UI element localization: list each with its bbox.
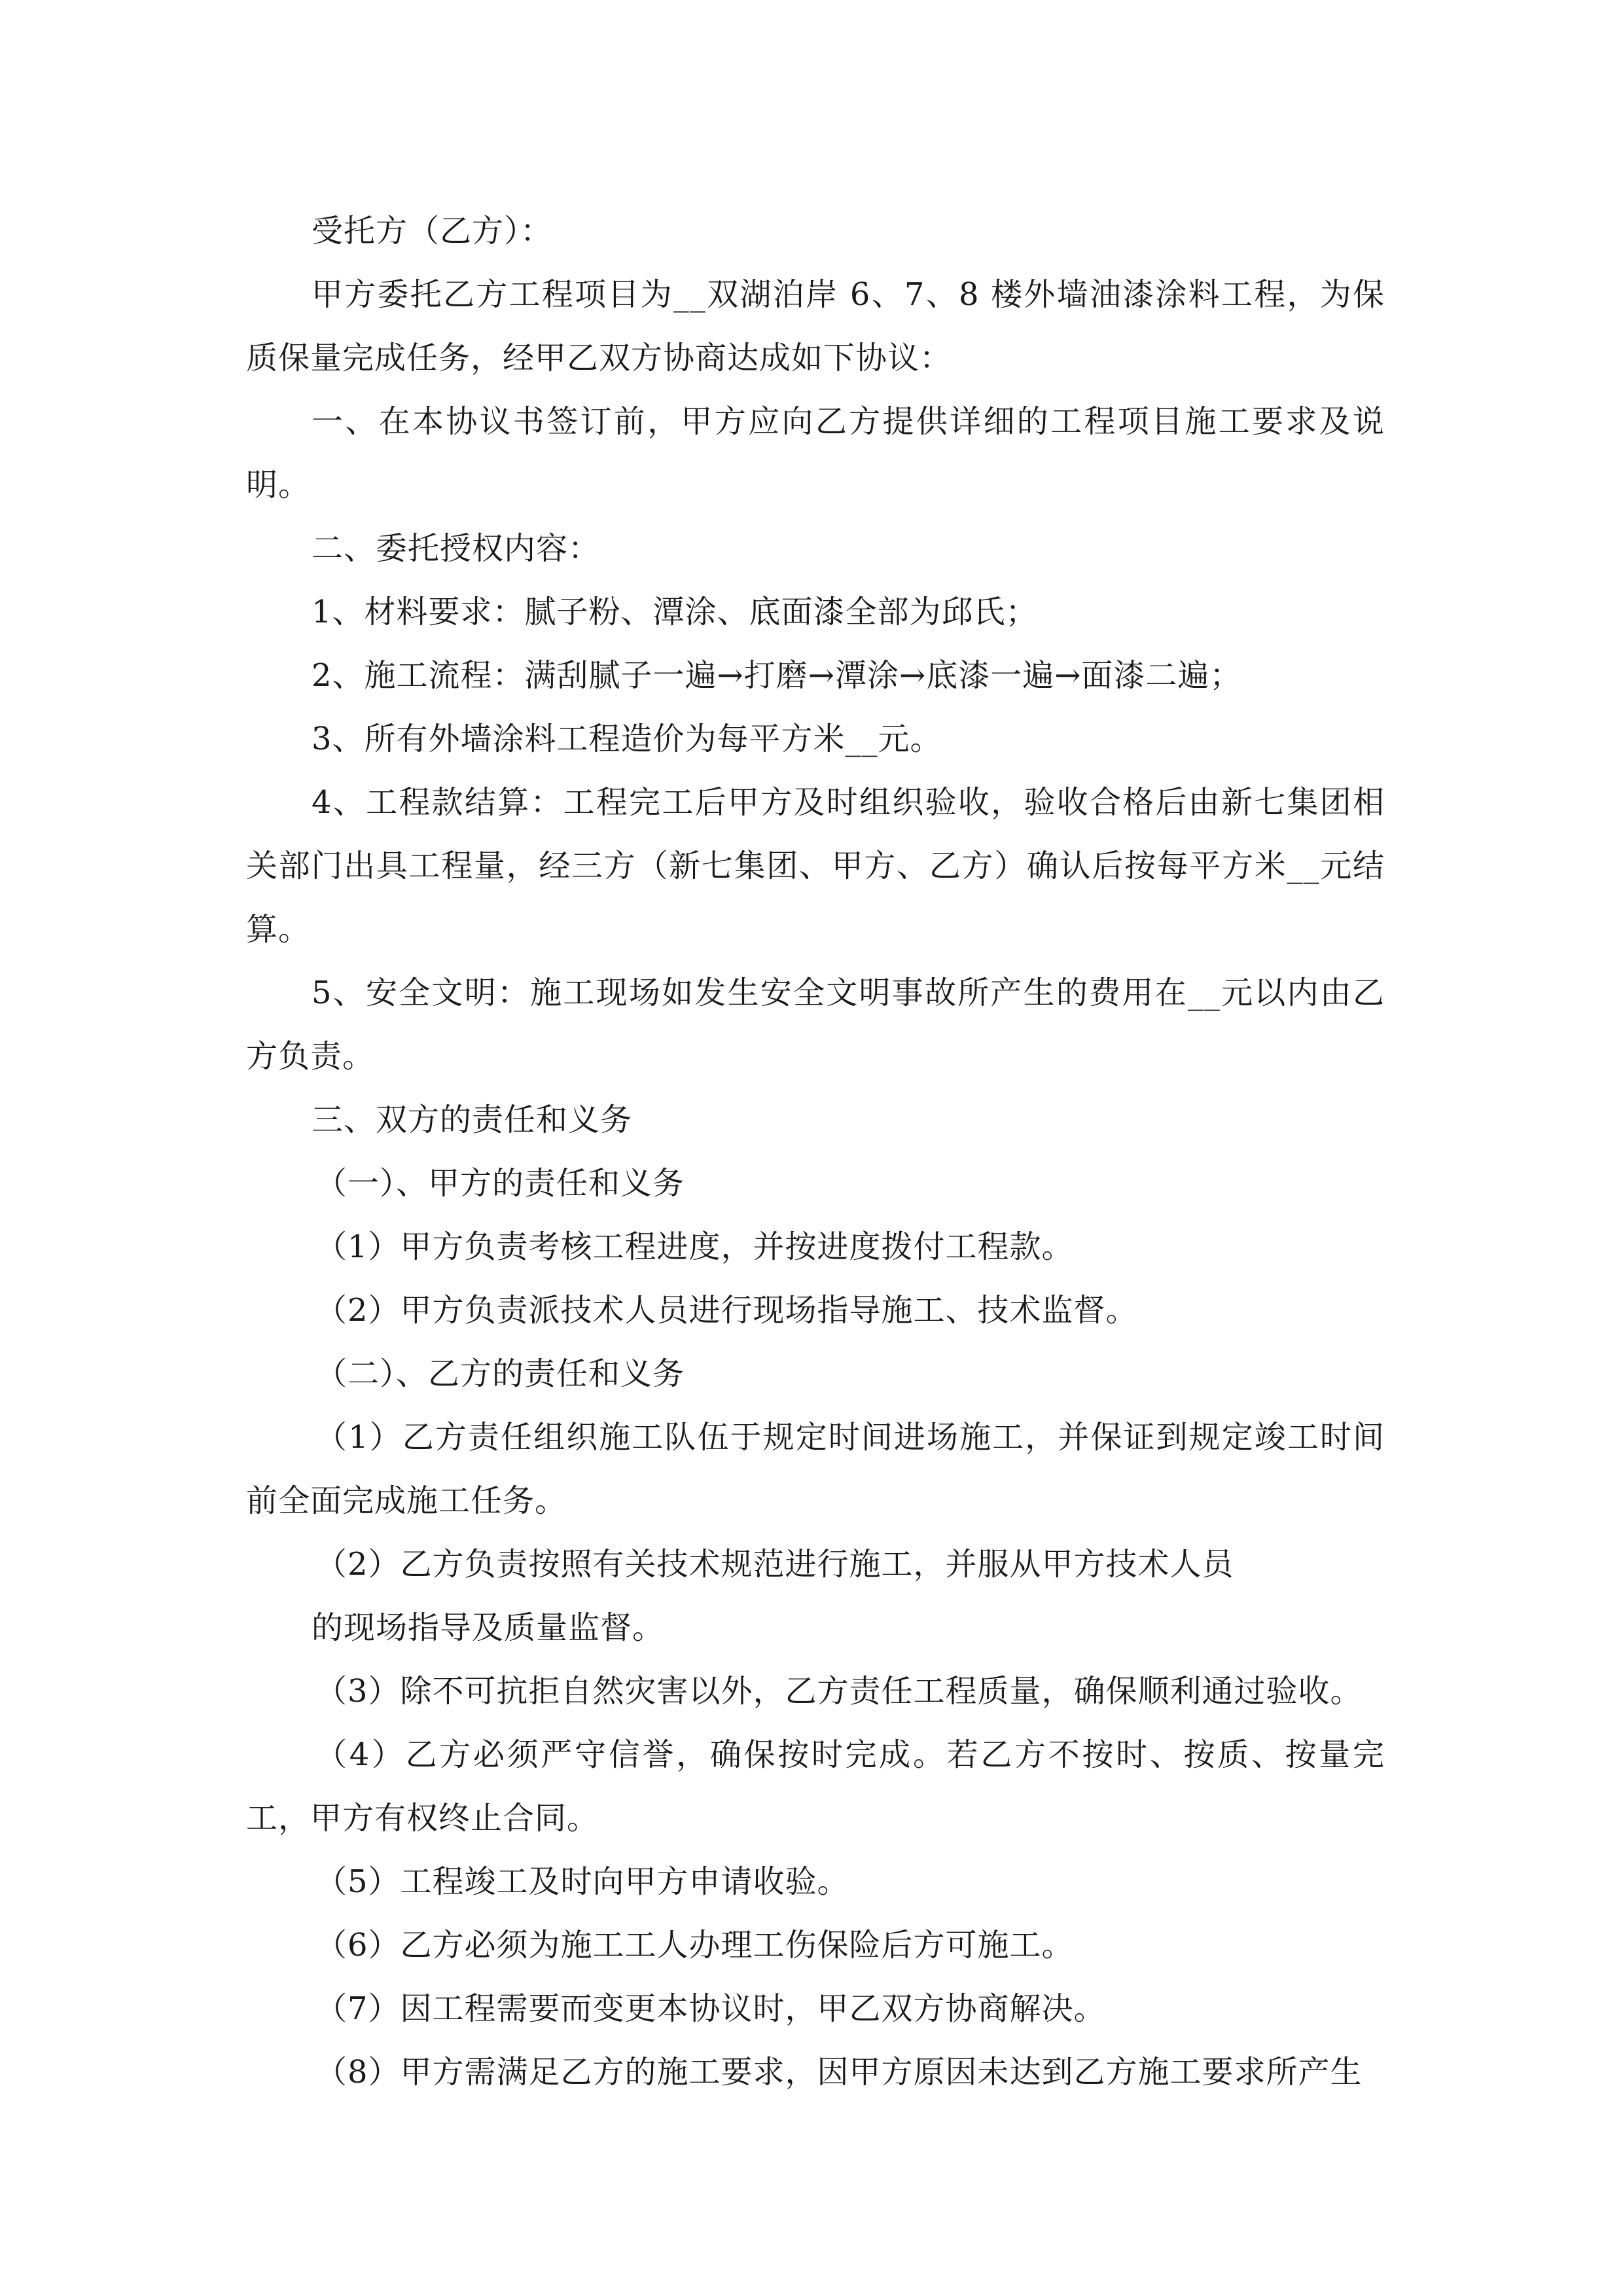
paragraph-settlement: 4、工程款结算：工程完工后甲方及时组织验收，验收合格后由新七集团相关部门出具工程量，经三方（新七集团、甲方、乙方）确认后按每平方米__元结算。 (246, 784, 1385, 948)
paragraph-construction-process: 2、施工流程：满刮腻子一遍→打磨→潭涂→底漆一遍→面漆二遍； (312, 657, 1242, 694)
contract-body (246, 200, 1385, 2104)
paragraph-clause-1: 一、在本协议书签订前，甲方应向乙方提供详细的工程项目施工要求及说明。 (246, 403, 1385, 503)
paragraph-unit-price: 3、所有外墙涂料工程造价为每平方米__元。 (312, 721, 942, 757)
paragraph-clause-3-heading: 三、双方的责任和义务 (312, 1102, 633, 1138)
paragraph-party-b-item-7: （7）因工程需要而变更本协议时，甲乙双方协商解决。 (315, 1990, 1106, 2027)
paragraph-entrusted-party: 受托方（乙方）： (312, 213, 553, 249)
paragraph-party-a-heading: （一）、甲方的责任和义务 (315, 1165, 685, 1202)
paragraph-party-b-item-8: （8）甲方需满足乙方的施工要求，因甲方原因未达到乙方施工要求所产生 (315, 2054, 1363, 2090)
paragraph-material-requirements: 1、材料要求：腻子粉、潭涂、底面漆全部为邱氏； (312, 594, 1038, 630)
paragraph-party-b-item-1: （1）乙方责任组织施工队伍于规定时间进场施工，并保证到规定竣工时间前全面完成施工任务。 (246, 1419, 1385, 1519)
paragraph-party-b-item-5: （5）工程竣工及时向甲方申请收验。 (315, 1863, 849, 1900)
paragraph-safety: 5、安全文明：施工现场如发生安全文明事故所产生的费用在__元以内由乙方负责。 (246, 975, 1385, 1075)
paragraph-party-b-item-2: （2）乙方负责按照有关技术规范进行施工，并服从甲方技术人员 (315, 1546, 1234, 1583)
paragraph-party-a-item-1: （1）甲方负责考核工程进度，并按进度拨付工程款。 (315, 1229, 1074, 1265)
paragraph-party-b-item-6: （6）乙方必须为施工工人办理工伤保险后方可施工。 (315, 1927, 1074, 1964)
paragraph-party-b-item-3: （3）除不可抗拒自然灾害以外，乙方责任工程质量，确保顺利通过验收。 (315, 1673, 1363, 1710)
paragraph-clause-2-heading: 二、委托授权内容： (312, 530, 601, 567)
paragraph-party-b-item-2-continued: 的现场指导及质量监督。 (312, 1609, 665, 1646)
paragraph-party-b-item-4: （4）乙方必须严守信誉，确保按时完成。若乙方不按时、按质、按量完工，甲方有权终止合同。 (246, 1736, 1385, 1837)
paragraph-project-intro: 甲方委托乙方工程项目为__双湖泊岸 6、7、8 楼外墙油漆涂料工程，为保质保量完成任务，经甲乙双方协商达成如下协议： (246, 276, 1385, 376)
paragraph-party-a-item-2: （2）甲方负责派技术人员进行现场指导施工、技术监督。 (315, 1292, 1138, 1329)
paragraph-party-b-heading: （二）、乙方的责任和义务 (315, 1355, 685, 1392)
